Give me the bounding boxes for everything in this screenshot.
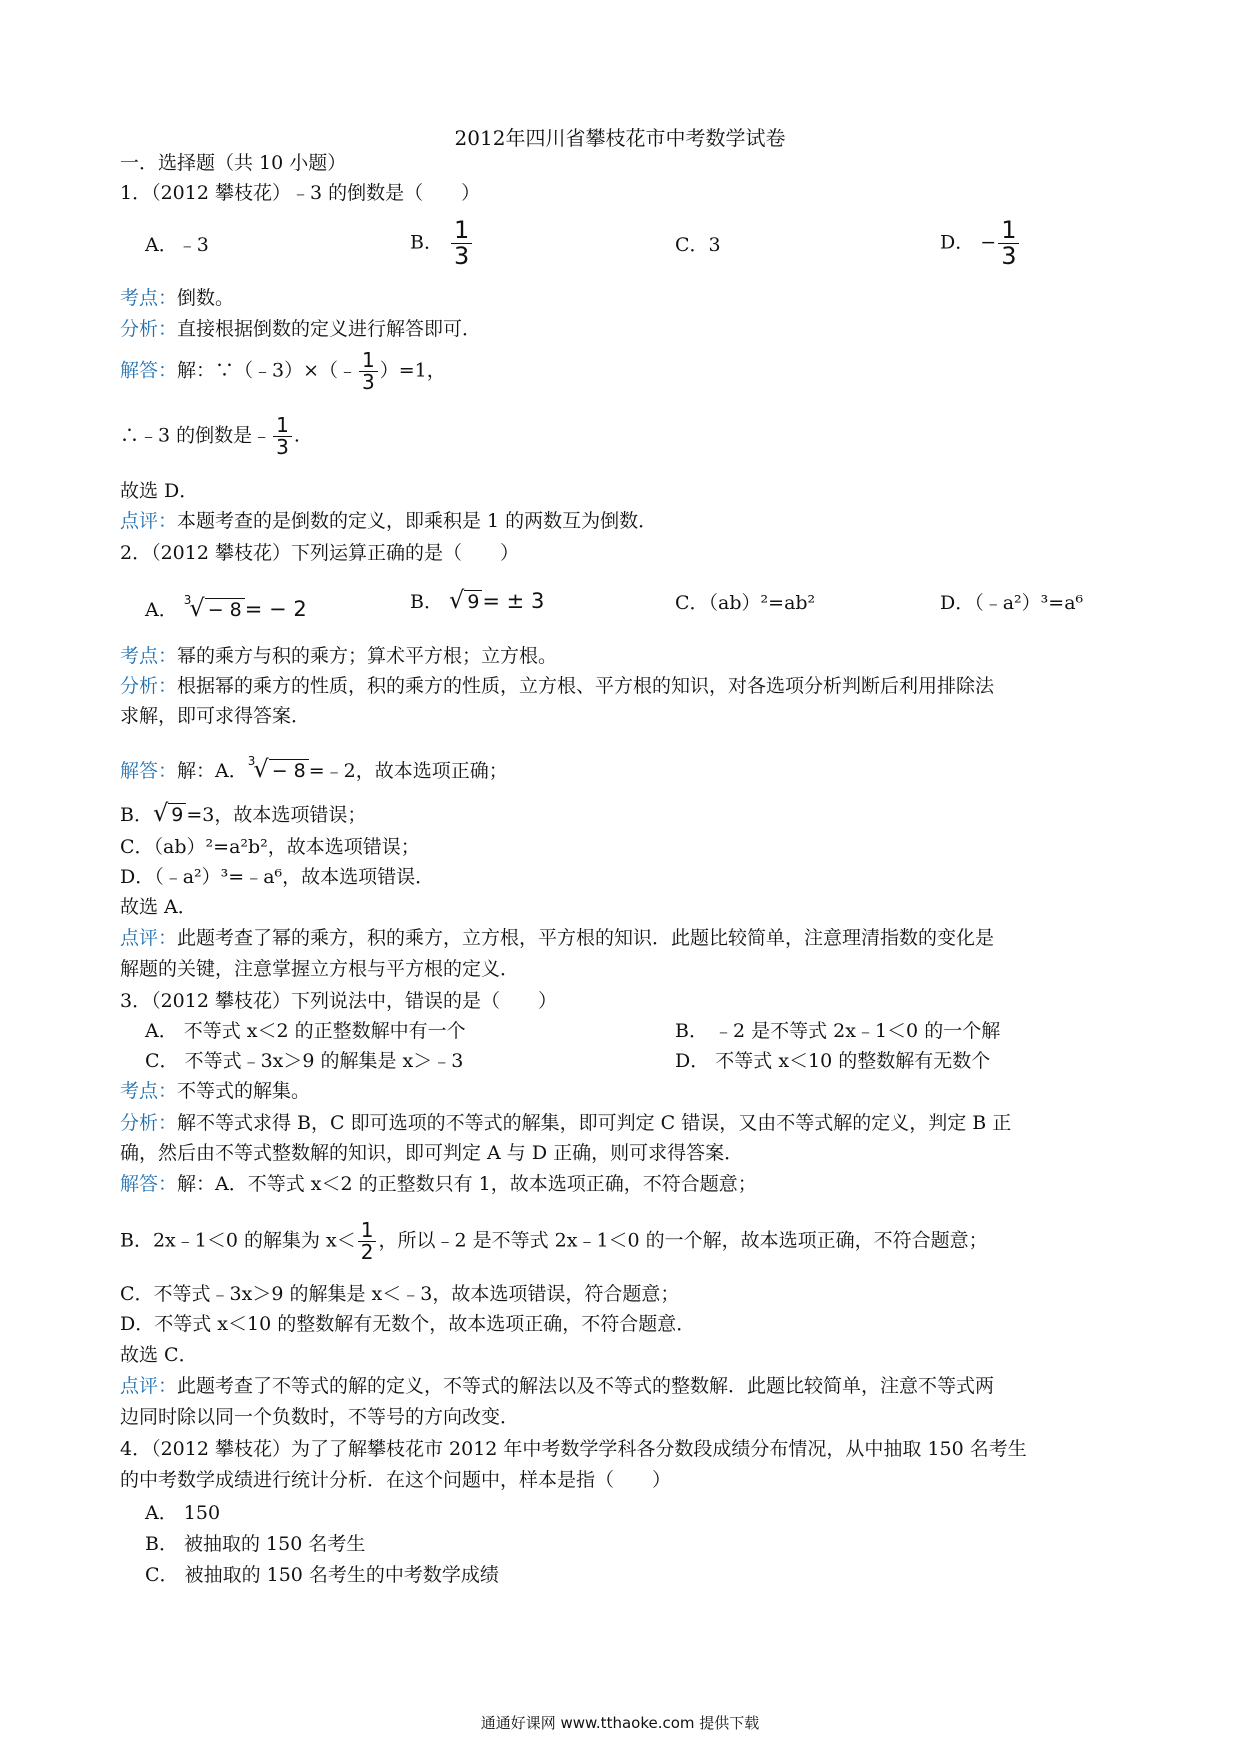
q2-dianping: 点评：此题考查了幂的乘方，积的乘方，立方根，平方根的知识．此题比较简单，注意理清指数的变化是 (120, 927, 995, 949)
q1-fenxi: 分析：直接根据倒数的定义进行解答即可． (120, 318, 482, 340)
q2-b-line: B．√ 9 =3，故本选项错误； (120, 799, 367, 827)
q2-fenxi: 分析：根据幂的乘方的性质，积的乘方的性质，立方根、平方根的知识，对各选项分析判断后利用排除法 (120, 675, 995, 697)
fraction: $\frac{1}{2}$ (358, 1220, 377, 1263)
q3-option-d: D． 不等式 x＜10 的整数解有无数个 (675, 1050, 991, 1072)
q2-fenxi-cont: 求解，即可求得答案． (120, 705, 311, 727)
section-heading: 一．选择题（共 10 小题） (120, 152, 347, 174)
q2-kaodian: 考点：幂的乘方与积的乘方；算术平方根；立方根。 (120, 645, 558, 667)
cube-root: $^3$√ − 8 (184, 599, 245, 621)
q3-choice: 故选 C． (120, 1344, 198, 1366)
square-root: √ 9 (449, 591, 482, 613)
q1-stem: 1．（2012 攀枝花）﹣3 的倒数是（ ） (120, 182, 481, 204)
q3-option-a: A． 不等式 x＜2 的正整数解中有一个 (145, 1020, 466, 1042)
fraction: $\frac{1}{3}$ (273, 415, 292, 458)
q3-d-line: D．不等式 x＜10 的整数解有无数个，故本选项正确，不符合题意． (120, 1313, 696, 1335)
q4-option-c: C． 被抽取的 150 名考生的中考数学成绩 (145, 1564, 499, 1586)
q1-jieda: 解答：解：∵（﹣3）×（﹣ $\frac{1}{3}$ ）=1， (120, 348, 446, 394)
q1-dianping: 点评：本题考查的是倒数的定义，即乘积是 1 的两数互为倒数． (120, 510, 658, 532)
q2-d-line: D．（﹣a²）³=﹣a⁶，故本选项错误． (120, 866, 435, 888)
q2-option-d: D．（﹣a²）³=a⁶ (940, 592, 1084, 614)
q3-b-line: B．2x﹣1＜0 的解集为 x＜ $\frac{1}{2}$ ，所以﹣2 是不等式 2x﹣1＜0 的一个解，故本选项正确，不符合题意； (120, 1218, 988, 1264)
page-title: 2012年四川省攀枝花市中考数学试卷 (454, 126, 786, 150)
q3-fenxi-cont: 确，然后由不等式整数解的知识，即可判定 A 与 D 正确，则可求得答案． (120, 1142, 744, 1164)
q3-option-c: C． 不等式﹣3x＞9 的解集是 x＞﹣3 (145, 1050, 464, 1072)
q4-stem: 4．（2012 攀枝花）为了了解攀枝花市 2012 年中考数学学科各分数段成绩分布情况，从中抽取 150 名考生 (120, 1438, 1027, 1460)
q3-stem: 3．（2012 攀枝花）下列说法中，错误的是（ ） (120, 990, 557, 1012)
q4-stem-cont: 的中考数学成绩进行统计分析．在这个问题中，样本是指（ ） (120, 1469, 672, 1491)
q2-jieda: 解答：解：A．$^3$√ − 8 =﹣2，故本选项正确； (120, 754, 508, 783)
q3-dianping: 点评：此题考查了不等式的解的定义，不等式的解法以及不等式的整数解．此题比较简单，注意不等式两 (120, 1375, 995, 1397)
q3-option-b: B． ﹣2 是不等式 2x﹣1＜0 的一个解 (675, 1020, 1001, 1042)
q3-fenxi: 分析：解不等式求得 B，C 即可选项的不等式的解集，即可判定 C 错误，又由不等式解的定义，判定 B 正 (120, 1112, 1012, 1134)
q2-c-line: C．（ab）²=a²b²，故本选项错误； (120, 836, 420, 858)
q1-option-a: A．﹣3 (145, 234, 209, 256)
fraction: $\frac{1}{3}$ (451, 218, 472, 269)
q4-option-a: A． 150 (145, 1502, 221, 1524)
fraction: $\frac{1}{3}$ (359, 350, 378, 393)
q2-dianping-cont: 解题的关键，注意掌握立方根与平方根的定义． (120, 958, 520, 980)
cube-root: $^3$√ − 8 (248, 760, 309, 782)
q3-c-line: C．不等式﹣3x＞9 的解集是 x＜﹣3，故本选项错误，符合题意； (120, 1283, 680, 1305)
q3-jieda: 解答：解：A．不等式 x＜2 的正整数只有 1，故本选项正确，不符合题意； (120, 1173, 757, 1195)
q3-dianping-cont: 边同时除以同一个负数时，不等号的方向改变． (120, 1406, 520, 1428)
q2-option-a: A． $^3$√ − 8 = − 2 (145, 593, 307, 622)
q2-option-c: C．（ab）²=ab² (675, 592, 816, 614)
q1-option-c: C．3 (675, 234, 721, 256)
q1-option-d: D． − $\frac{1}{3}$ (940, 218, 1021, 269)
q1-kaodian: 考点：倒数。 (120, 287, 235, 309)
q3-kaodian: 考点：不等式的解集。 (120, 1080, 311, 1102)
q1-choice: 故选 D． (120, 480, 199, 502)
fraction: $\frac{1}{3}$ (998, 218, 1019, 269)
q1-therefore: ∴﹣3 的倒数是﹣ $\frac{1}{3}$ . (120, 413, 300, 459)
square-root: √ 9 (153, 804, 186, 826)
q4-option-b: B． 被抽取的 150 名考生 (145, 1533, 366, 1555)
q2-choice: 故选 A． (120, 896, 197, 918)
q2-stem: 2．（2012 攀枝花）下列运算正确的是（ ） (120, 542, 519, 564)
page-footer: 通通好课网 www.tthaoke.com 提供下载 (480, 1714, 760, 1732)
q1-option-b: B． $\frac{1}{3}$ (410, 218, 474, 269)
q2-option-b: B． √ 9 = ± 3 (410, 586, 545, 614)
